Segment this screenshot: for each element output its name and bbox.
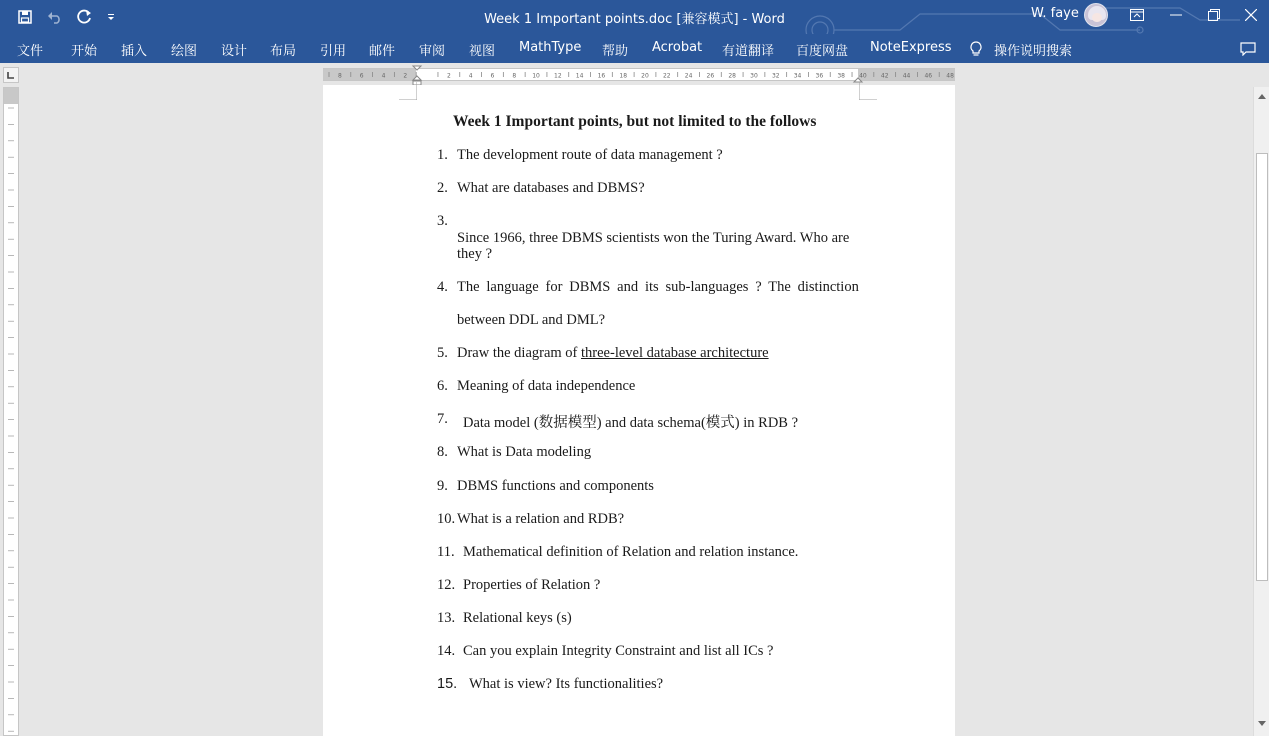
list-item: 6. Meaning of data independence: [437, 378, 636, 394]
restore-icon[interactable]: [1195, 0, 1233, 30]
ruler-tick-label: 14: [575, 72, 584, 80]
list-item: 5. Draw the diagram of three-level database architecture: [437, 345, 769, 361]
list-item: 15. What is view? Its functionalities?: [437, 676, 664, 692]
tab-mailings[interactable]: 邮件: [369, 44, 396, 59]
ribbon-tabs: [0, 34, 1269, 63]
list-item-continuation: they ?: [457, 246, 493, 262]
ruler-tick-label: 22: [662, 72, 671, 80]
tab-youdao-translate[interactable]: 有道翻译: [722, 44, 775, 59]
ruler-tick-label: 16: [597, 72, 606, 80]
tab-help[interactable]: 帮助: [602, 44, 629, 59]
tab-baidu-netdisk[interactable]: 百度网盘: [796, 44, 849, 59]
vertical-ruler-ticks: [4, 88, 18, 735]
vertical-ruler[interactable]: [3, 87, 19, 736]
list-item: 8. What is Data modeling: [437, 444, 592, 460]
user-name[interactable]: W. faye: [1031, 6, 1079, 21]
ruler-tick-label: 2: [446, 72, 451, 80]
tell-me-search[interactable]: 操作说明搜索: [994, 44, 1073, 59]
lightbulb-icon[interactable]: [969, 41, 983, 57]
list-item: 2. What are databases and DBMS?: [437, 180, 645, 196]
ruler-tick-label: 24: [684, 72, 693, 80]
list-item: 10. What is a relation and RDB?: [437, 511, 625, 527]
document-heading: Week 1 Important points, but not limited to the follows: [453, 113, 817, 130]
tab-design[interactable]: 设计: [221, 44, 248, 59]
ruler-tick-label: 4: [381, 72, 386, 80]
ruler-tick-label: 30: [750, 72, 758, 80]
tab-file[interactable]: 文件: [17, 44, 44, 59]
ruler-tick-label: 6: [359, 72, 364, 80]
ruler-tick-label: 42: [880, 72, 889, 80]
ruler-tick-label: 18: [619, 72, 628, 80]
list-item: 12. Properties of Relation ?: [437, 577, 601, 593]
list-item: 1. The development route of data management ?: [437, 147, 723, 163]
document-work-area: [0, 63, 1269, 736]
ruler-tick-label: 46: [924, 72, 933, 80]
minimize-icon[interactable]: [1157, 0, 1195, 30]
list-item: 3. Since 1966, three DBMS scientists won the Turing Award. Who are: [437, 213, 850, 246]
tab-layout[interactable]: 布局: [270, 44, 297, 59]
ruler-tick-label: 20: [641, 72, 649, 80]
list-item: 4. The language for DBMS and its sub-languages ? The distinction: [437, 279, 859, 295]
ruler-tick-label: 44: [902, 72, 911, 80]
tab-mathtype[interactable]: MathType: [519, 40, 582, 55]
crop-mark-left: [399, 82, 417, 100]
ruler-tick-label: 40: [859, 72, 867, 80]
list-item: 11. Mathematical definition of Relation and relation instance.: [437, 544, 799, 560]
tab-noteexpress[interactable]: NoteExpress: [870, 40, 952, 55]
tab-acrobat[interactable]: Acrobat: [652, 40, 703, 55]
list-item: 7. Data model (数据模型) and data schema(模式) in RDB ?: [437, 411, 799, 431]
list-item: 9. DBMS functions and components: [437, 478, 654, 494]
ruler-tick-label: 8: [337, 72, 342, 80]
tab-references[interactable]: 引用: [320, 44, 347, 59]
avatar[interactable]: [1084, 3, 1108, 27]
ruler-tick-label: 8: [512, 72, 517, 80]
ruler-tick-label: 10: [532, 72, 540, 80]
tab-draw[interactable]: 绘图: [171, 44, 198, 59]
document-title: Week 1 Important points.doc [兼容模式] - Word: [484, 12, 785, 27]
document-page[interactable]: [323, 85, 955, 736]
ribbon-display-options-icon[interactable]: [1118, 0, 1156, 30]
vertical-scrollbar[interactable]: [1253, 87, 1269, 736]
title-bar: [0, 0, 1269, 34]
ruler-tick-label: 2: [403, 72, 408, 80]
ruler-tick-label: 36: [815, 72, 824, 80]
tab-review[interactable]: 审阅: [419, 44, 446, 59]
scroll-down-icon[interactable]: [1256, 717, 1268, 731]
tab-selector-icon[interactable]: [3, 67, 19, 83]
list-item-continuation: between DDL and DML?: [457, 312, 606, 328]
tab-home[interactable]: 开始: [71, 44, 98, 59]
scroll-up-icon[interactable]: [1256, 89, 1268, 103]
scrollbar-thumb[interactable]: [1256, 153, 1268, 581]
list-item: 13. Relational keys (s): [437, 610, 572, 626]
crop-mark-right: [859, 82, 877, 100]
ruler-tick-label: 6: [490, 72, 495, 80]
ruler-tick-label: 38: [837, 72, 845, 80]
comment-icon[interactable]: [1240, 42, 1256, 56]
ruler-tick-label: 28: [728, 72, 736, 80]
ruler-tick-label: 12: [554, 72, 562, 80]
ruler-tick-label: 34: [793, 72, 802, 80]
tab-view[interactable]: 视图: [469, 44, 496, 59]
list-item: 14. Can you explain Integrity Constraint and list all ICs ?: [437, 643, 774, 659]
ruler-tick-label: 4: [468, 72, 473, 80]
tab-insert[interactable]: 插入: [121, 44, 148, 59]
close-icon[interactable]: [1232, 0, 1269, 30]
underlined-text: three-level database architecture: [581, 345, 769, 361]
ruler-tick-label: 32: [771, 72, 780, 80]
ruler-tick-label: 48: [946, 72, 954, 80]
ruler-tick-label: 26: [706, 72, 715, 80]
